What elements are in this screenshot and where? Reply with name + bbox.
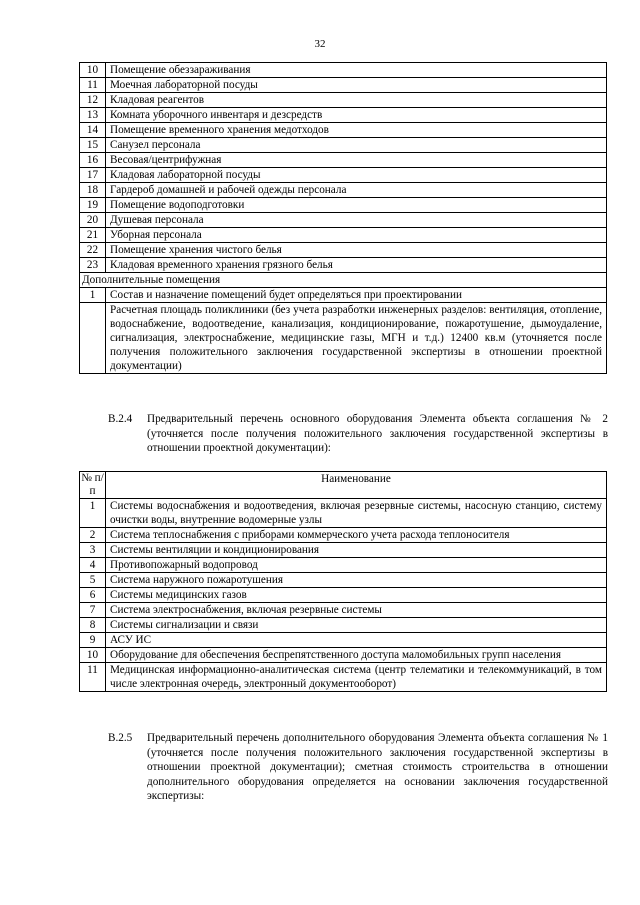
row-text: Помещение временного хранения медотходов: [106, 123, 607, 138]
row-number: 3: [80, 543, 106, 558]
table-row: [80, 558, 607, 573]
row-number: 17: [80, 168, 106, 183]
equipment-table: [79, 471, 607, 692]
row-number: 4: [80, 558, 106, 573]
table-row: [80, 183, 607, 198]
row-text: Системы медицинских газов: [106, 588, 607, 603]
section-b25: [108, 731, 608, 804]
table-row: [80, 78, 607, 93]
table-row: [80, 633, 607, 648]
row-text: Состав и назначение помещений будет определяться при проектировании: [106, 288, 607, 303]
row-text: Помещение хранения чистого белья: [106, 243, 607, 258]
row-number: 14: [80, 123, 106, 138]
row-text: Системы вентиляции и кондиционирования: [106, 543, 607, 558]
table-row: [80, 63, 607, 78]
row-number: 19: [80, 198, 106, 213]
row-number: 22: [80, 243, 106, 258]
table-row: [80, 243, 607, 258]
row-text: Системы водоснабжения и водоотведения, включая резервные системы, насосную станцию, систему очистки воды, внутренние водомерные узлы: [106, 499, 607, 528]
row-text: Кладовая временного хранения грязного белья: [106, 258, 607, 273]
table-row: [80, 528, 607, 543]
row-number: 11: [80, 663, 106, 692]
row-number: 7: [80, 603, 106, 618]
row-text: Гардероб домашней и рабочей одежды персонала: [106, 183, 607, 198]
row-number: 16: [80, 153, 106, 168]
row-number: 13: [80, 108, 106, 123]
table-row: [80, 168, 607, 183]
row-number: 8: [80, 618, 106, 633]
row-number: 10: [80, 63, 106, 78]
table-row: [80, 213, 607, 228]
table-row: [80, 648, 607, 663]
section-number: В.2.4: [108, 413, 133, 425]
table-row: [80, 273, 607, 288]
row-text: Система наружного пожаротушения: [106, 573, 607, 588]
row-number: 20: [80, 213, 106, 228]
table-row: [80, 588, 607, 603]
header-number: № п/п: [81, 472, 104, 497]
table-row: [80, 603, 607, 618]
row-number: 11: [80, 78, 106, 93]
rooms-table: [79, 62, 607, 374]
table-row: [80, 618, 607, 633]
row-number: 2: [80, 528, 106, 543]
area-note: Расчетная площадь поликлиники (без учета разработки инженерных разделов: вентиляция, отопление, водоснабжение, водоотведение, канализация, кондиционирование, пожаротушение, дымоудаление, сигнализация, электроснабжение, медицинские газы, МГН и т.д.) 12400 кв.м (уточняется после получения положительного заключения государственной экспертизы в отношении проектной документации): [106, 303, 607, 374]
table-row: [80, 663, 607, 692]
row-text: Системы сигнализации и связи: [106, 618, 607, 633]
row-text: Кладовая реагентов: [106, 93, 607, 108]
row-text: АСУ ИС: [106, 633, 607, 648]
table-row: [80, 543, 607, 558]
table-row: [80, 138, 607, 153]
row-text: Душевая персонала: [106, 213, 607, 228]
row-number: 1: [80, 288, 106, 303]
row-text: Помещение обеззараживания: [106, 63, 607, 78]
page-number: 32: [314, 38, 326, 50]
table-row: [80, 288, 607, 303]
row-text: Уборная персонала: [106, 228, 607, 243]
row-text: Медицинская информационно-аналитическая система (центр телематики и телекоммуникаций, в том числе электронная очередь, электронный документооборот): [106, 663, 607, 692]
row-text: Система электроснабжения, включая резервные системы: [106, 603, 607, 618]
table-row: [80, 573, 607, 588]
row-text: Помещение водоподготовки: [106, 198, 607, 213]
table-row: [80, 228, 607, 243]
row-number: 5: [80, 573, 106, 588]
section-text: Предварительный перечень основного оборудования Элемента объекта соглашения № 2 (уточняется после получения положительного заключения государственной экспертизы в отношении проектной документации):: [147, 413, 608, 454]
row-text: Кладовая лабораторной посуды: [106, 168, 607, 183]
table-row: [80, 93, 607, 108]
row-number: 6: [80, 588, 106, 603]
table-row: [80, 198, 607, 213]
row-text: Моечная лабораторной посуды: [106, 78, 607, 93]
additional-rooms-header: Дополнительные помещения: [80, 273, 607, 288]
row-text: Весовая/центрифужная: [106, 153, 607, 168]
section-text: Предварительный перечень дополнительного оборудования Элемента объекта соглашения № 1 (уточняется после получения положительного заключения государственной экспертизы в отношении проектной документации); сметная стоимость строительства в отношении дополнительного оборудования определяется на основании заключения государственной экспертизы:: [147, 732, 608, 802]
row-number: 9: [80, 633, 106, 648]
table-row: [80, 153, 607, 168]
row-text: Система теплоснабжения с приборами коммерческого учета расхода теплоносителя: [106, 528, 607, 543]
table-header-row: [80, 472, 607, 499]
row-text: Оборудование для обеспечения беспрепятственного доступа маломобильных групп населения: [106, 648, 607, 663]
row-text: Комната уборочного инвентаря и дезсредств: [106, 108, 607, 123]
table-row: [80, 258, 607, 273]
row-number: 18: [80, 183, 106, 198]
row-number: 10: [80, 648, 106, 663]
row-text: Санузел персонала: [106, 138, 607, 153]
header-name: Наименование: [106, 472, 607, 499]
section-b24: [108, 412, 608, 456]
row-number: 12: [80, 93, 106, 108]
table-row: [80, 108, 607, 123]
row-text: Противопожарный водопровод: [106, 558, 607, 573]
section-number: В.2.5: [108, 732, 133, 744]
row-number: 23: [80, 258, 106, 273]
table-row: [80, 499, 607, 528]
table-row: [80, 123, 607, 138]
row-number: 1: [80, 499, 106, 528]
row-number: 21: [80, 228, 106, 243]
row-number: 15: [80, 138, 106, 153]
table-row: [80, 303, 607, 374]
